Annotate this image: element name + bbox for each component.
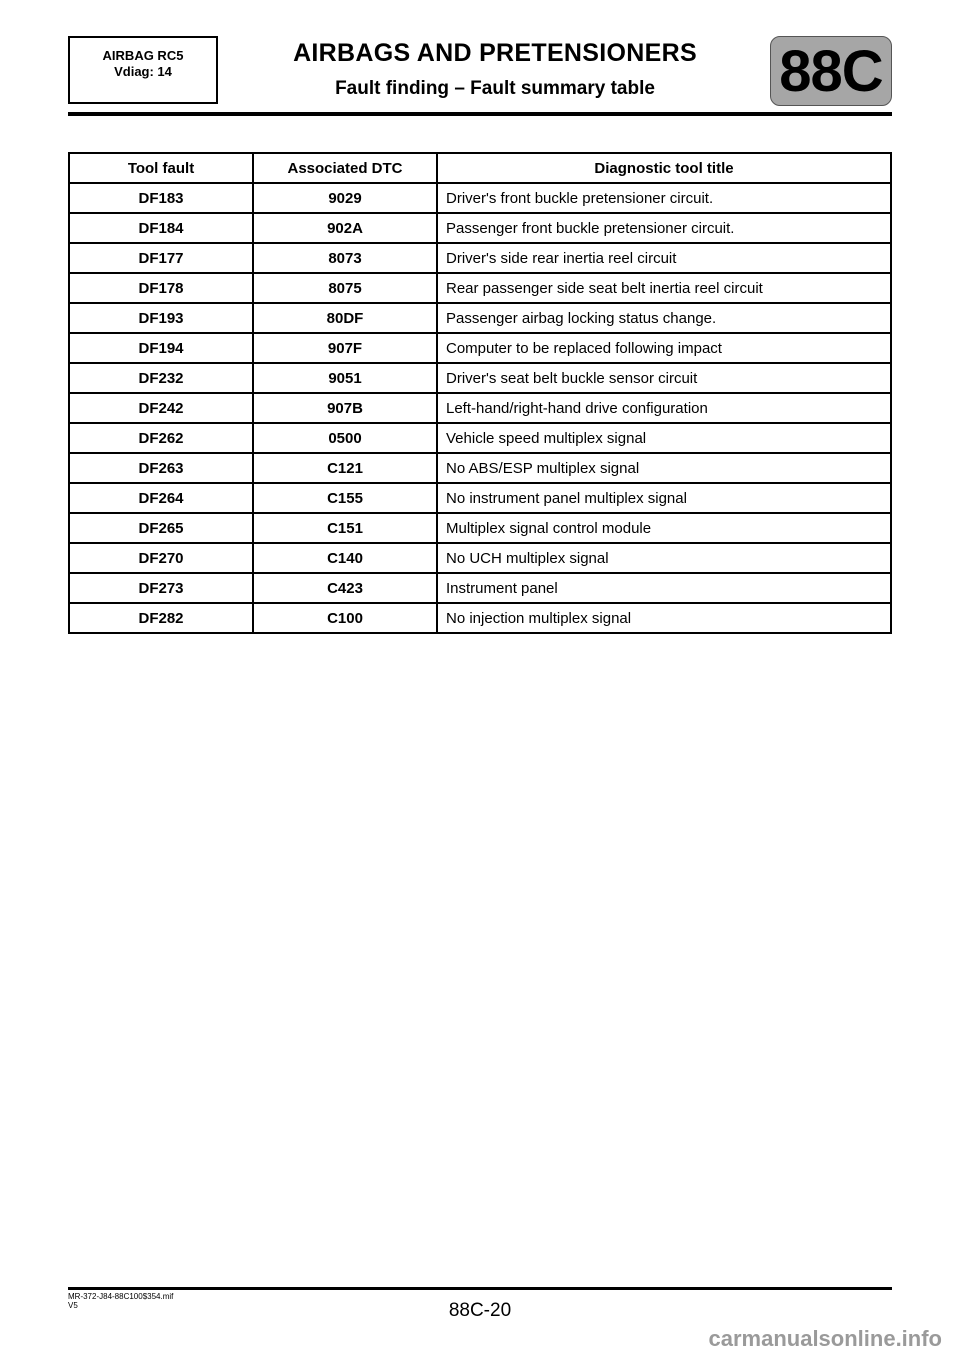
table-row [69,273,891,303]
column-header-diagnostic-tool-title: Diagnostic tool title [437,153,891,183]
dtc-cell: 907B [253,393,437,423]
diagnostic-title-cell: Rear passenger side seat belt inertia reel circuit [437,273,891,303]
diagnostic-title-cell: No injection multiplex signal [437,603,891,633]
section-code-badge: 88C [770,36,892,106]
diagnostic-title-cell: Passenger front buckle pretensioner circuit. [437,213,891,243]
diagnostic-title-cell: Vehicle speed multiplex signal [437,423,891,453]
dtc-cell: C151 [253,513,437,543]
dtc-cell: C100 [253,603,437,633]
vdiag-label: Vdiag: 14 [114,64,172,79]
table-row [69,513,891,543]
diagnostic-title-cell: Multiplex signal control module [437,513,891,543]
table-header-row [69,153,891,183]
dtc-cell: 8075 [253,273,437,303]
page-title: AIRBAGS AND PRETENSIONERS [293,39,697,67]
diagnostic-title-cell: Driver's front buckle pretensioner circuit. [437,183,891,213]
dtc-cell: C155 [253,483,437,513]
tool-fault-cell: DF194 [69,333,253,363]
header-divider [68,112,892,116]
diagnostic-title-cell: Driver's side rear inertia reel circuit [437,243,891,273]
tool-fault-cell: DF193 [69,303,253,333]
table-row [69,393,891,423]
column-header-tool-fault: Tool fault [69,153,253,183]
footer-divider [68,1287,892,1290]
dtc-cell: C140 [253,543,437,573]
fault-summary-table [68,152,892,634]
diagnostic-title-cell: No UCH multiplex signal [437,543,891,573]
diagnostic-title-cell: Left-hand/right-hand drive configuration [437,393,891,423]
page-subtitle: Fault finding – Fault summary table [335,78,655,99]
column-header-associated-dtc: Associated DTC [253,153,437,183]
table-row [69,483,891,513]
tool-fault-cell: DF184 [69,213,253,243]
tool-fault-cell: DF262 [69,423,253,453]
tool-fault-cell: DF273 [69,573,253,603]
tool-fault-cell: DF178 [69,273,253,303]
table-body [69,183,891,633]
diagnostic-title-cell: No instrument panel multiplex signal [437,483,891,513]
table-row [69,423,891,453]
dtc-cell: 8073 [253,243,437,273]
tool-fault-cell: DF263 [69,453,253,483]
tool-fault-cell: DF232 [69,363,253,393]
tool-fault-cell: DF270 [69,543,253,573]
table-row [69,333,891,363]
dtc-cell: 9029 [253,183,437,213]
diagnostic-title-cell: Instrument panel [437,573,891,603]
vehicle-system-label: AIRBAG RC5 [102,48,184,63]
table-row [69,183,891,213]
diagnostic-title-cell: Computer to be replaced following impact [437,333,891,363]
table-row [69,243,891,273]
dtc-cell: 907F [253,333,437,363]
tool-fault-cell: DF264 [69,483,253,513]
diagnostic-title-cell: Driver's seat belt buckle sensor circuit [437,363,891,393]
table-row [69,363,891,393]
dtc-cell: 0500 [253,423,437,453]
page-number: 88C-20 [448,1300,512,1321]
dtc-cell: 80DF [253,303,437,333]
table-row [69,573,891,603]
file-reference: MR-372-J84-88C100$354.mif [68,1292,174,1301]
diagnostic-title-cell: Passenger airbag locking status change. [437,303,891,333]
title-block [230,36,760,100]
table-row [69,543,891,573]
tool-fault-cell: DF183 [69,183,253,213]
dtc-cell: 902A [253,213,437,243]
watermark-text: carmanualsonline.info [708,1326,942,1351]
tool-fault-cell: DF242 [69,393,253,423]
tool-fault-cell: DF177 [69,243,253,273]
vehicle-system-box [68,36,218,104]
dtc-cell: C423 [253,573,437,603]
dtc-cell: C121 [253,453,437,483]
table-row [69,603,891,633]
table-row [69,213,891,243]
dtc-cell: 9051 [253,363,437,393]
diagnostic-title-cell: No ABS/ESP multiplex signal [437,453,891,483]
table-row [69,453,891,483]
version-label: V5 [68,1301,78,1310]
table-row [69,303,891,333]
tool-fault-cell: DF265 [69,513,253,543]
tool-fault-cell: DF282 [69,603,253,633]
